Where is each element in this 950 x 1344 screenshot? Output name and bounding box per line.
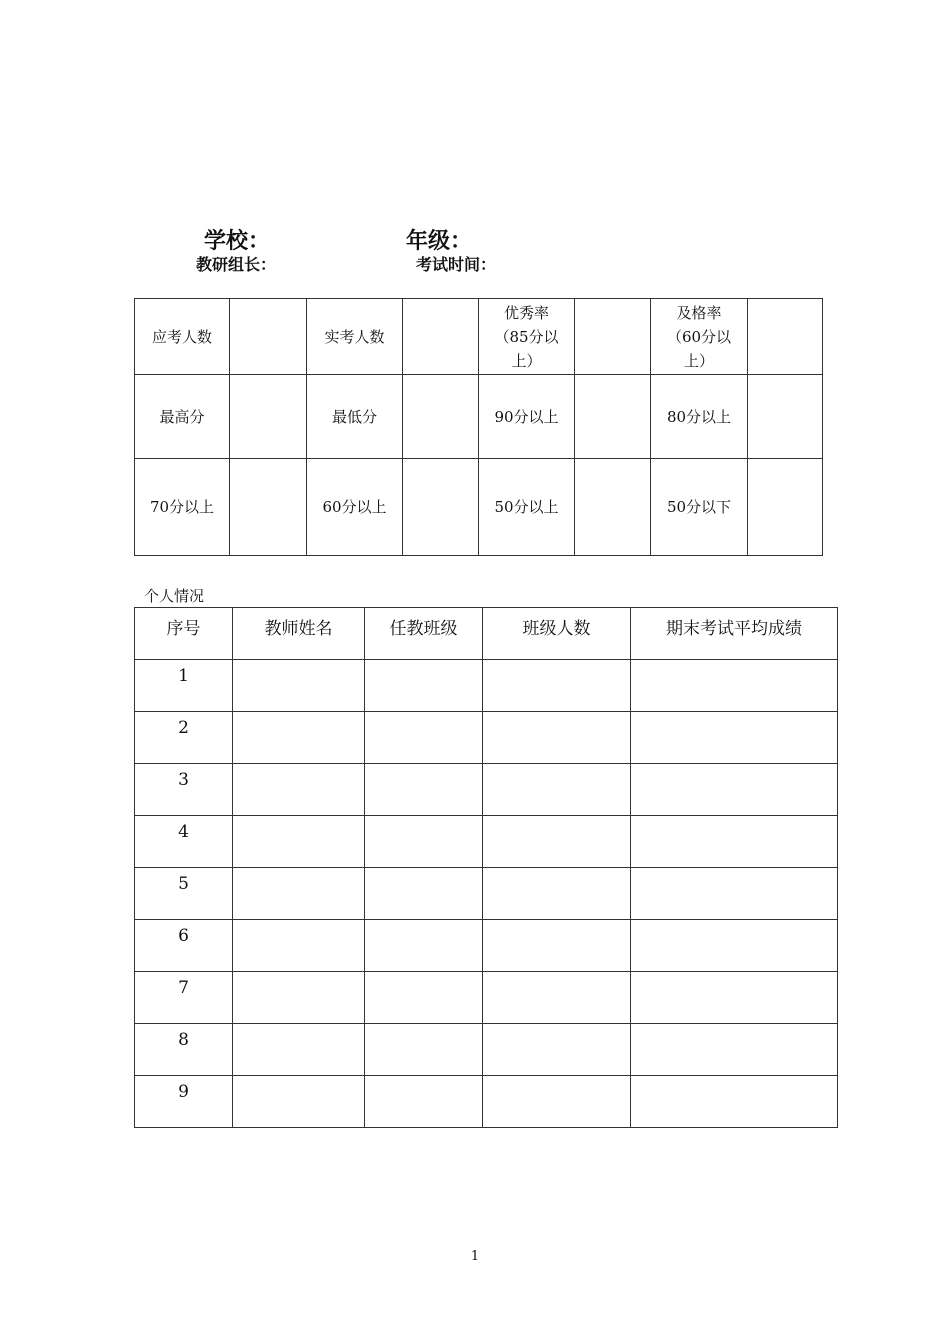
cell [631, 764, 838, 816]
table-row [135, 764, 838, 816]
excellent-rate-line: （85分以 [494, 327, 559, 346]
stats-row [135, 299, 823, 375]
cell [233, 920, 365, 972]
actual-count-value [403, 299, 479, 375]
teacher-table-header [135, 608, 838, 660]
above-90-value [575, 375, 651, 459]
leader-label: 教研组长： [196, 255, 277, 274]
header-cell-teacher-name: 教师姓名 [233, 608, 365, 660]
pass-rate-line: （60分以 [666, 327, 732, 346]
pass-rate-line: 上） [683, 351, 714, 370]
excellent-rate-line: 上） [511, 351, 542, 370]
cell [365, 660, 483, 712]
stats-row [135, 459, 823, 556]
row-number: 4 [135, 816, 233, 868]
excellent-rate-label [479, 299, 575, 375]
cell [365, 1024, 483, 1076]
table-row [135, 868, 838, 920]
row-number: 6 [135, 920, 233, 972]
table-row [135, 712, 838, 764]
pass-rate-value [748, 299, 823, 375]
above-70-label: 70分以上 [135, 459, 230, 556]
cell [233, 764, 365, 816]
section-label: 个人情况 [144, 587, 205, 605]
cell [233, 1076, 365, 1128]
cell [483, 972, 631, 1024]
header-cell-class-size: 班级人数 [483, 608, 631, 660]
cell [483, 764, 631, 816]
cell [233, 660, 365, 712]
row-number: 7 [135, 972, 233, 1024]
header-cell-index: 序号 [135, 608, 233, 660]
max-score-value [230, 375, 307, 459]
below-50-value [748, 459, 823, 556]
table-row [135, 1076, 838, 1128]
school-label: 学校： [204, 229, 271, 254]
above-70-value [230, 459, 307, 556]
table-row [135, 1024, 838, 1076]
cell [483, 920, 631, 972]
stats-table [134, 298, 823, 556]
cell [631, 1024, 838, 1076]
table-row [135, 816, 838, 868]
cell [631, 920, 838, 972]
cell [365, 816, 483, 868]
excellent-rate-value [575, 299, 651, 375]
cell [365, 868, 483, 920]
row-number: 9 [135, 1076, 233, 1128]
above-60-value [403, 459, 479, 556]
cell [365, 764, 483, 816]
row-number: 8 [135, 1024, 233, 1076]
pass-rate-line: 及格率 [676, 303, 722, 322]
cell [233, 1024, 365, 1076]
cell [483, 660, 631, 712]
table-row [135, 972, 838, 1024]
exam-time-label: 考试时间： [416, 255, 497, 274]
cell [365, 920, 483, 972]
above-90-label: 90分以上 [479, 375, 575, 459]
cell [233, 816, 365, 868]
row-number: 5 [135, 868, 233, 920]
above-50-label: 50分以上 [479, 459, 575, 556]
cell [483, 712, 631, 764]
cell [365, 712, 483, 764]
min-score-value [403, 375, 479, 459]
grade-label: 年级： [406, 229, 473, 254]
expected-count-label: 应考人数 [135, 299, 230, 375]
row-number: 3 [135, 764, 233, 816]
cell [631, 1076, 838, 1128]
cell [233, 712, 365, 764]
cell [483, 868, 631, 920]
table-row [135, 920, 838, 972]
cell [233, 972, 365, 1024]
cell [365, 972, 483, 1024]
page-number: 1 [470, 1249, 480, 1264]
cell [483, 1024, 631, 1076]
header-cell-class: 任教班级 [365, 608, 483, 660]
row-number: 2 [135, 712, 233, 764]
above-80-label: 80分以上 [651, 375, 748, 459]
above-60-label: 60分以上 [307, 459, 403, 556]
above-80-value [748, 375, 823, 459]
cell [233, 868, 365, 920]
above-50-value [575, 459, 651, 556]
min-score-label: 最低分 [307, 375, 403, 459]
cell [631, 868, 838, 920]
header-cell-average-score: 期末考试平均成绩 [631, 608, 838, 660]
cell [483, 816, 631, 868]
cell [631, 972, 838, 1024]
expected-count-value [230, 299, 307, 375]
cell [483, 1076, 631, 1128]
actual-count-label: 实考人数 [307, 299, 403, 375]
cell [631, 712, 838, 764]
max-score-label: 最高分 [135, 375, 230, 459]
cell [631, 660, 838, 712]
cell [631, 816, 838, 868]
pass-rate-label [651, 299, 748, 375]
excellent-rate-line: 优秀率 [503, 303, 549, 322]
table-row [135, 660, 838, 712]
below-50-label: 50分以下 [651, 459, 748, 556]
cell [365, 1076, 483, 1128]
teacher-table [134, 607, 838, 1128]
row-number: 1 [135, 660, 233, 712]
stats-row [135, 375, 823, 459]
